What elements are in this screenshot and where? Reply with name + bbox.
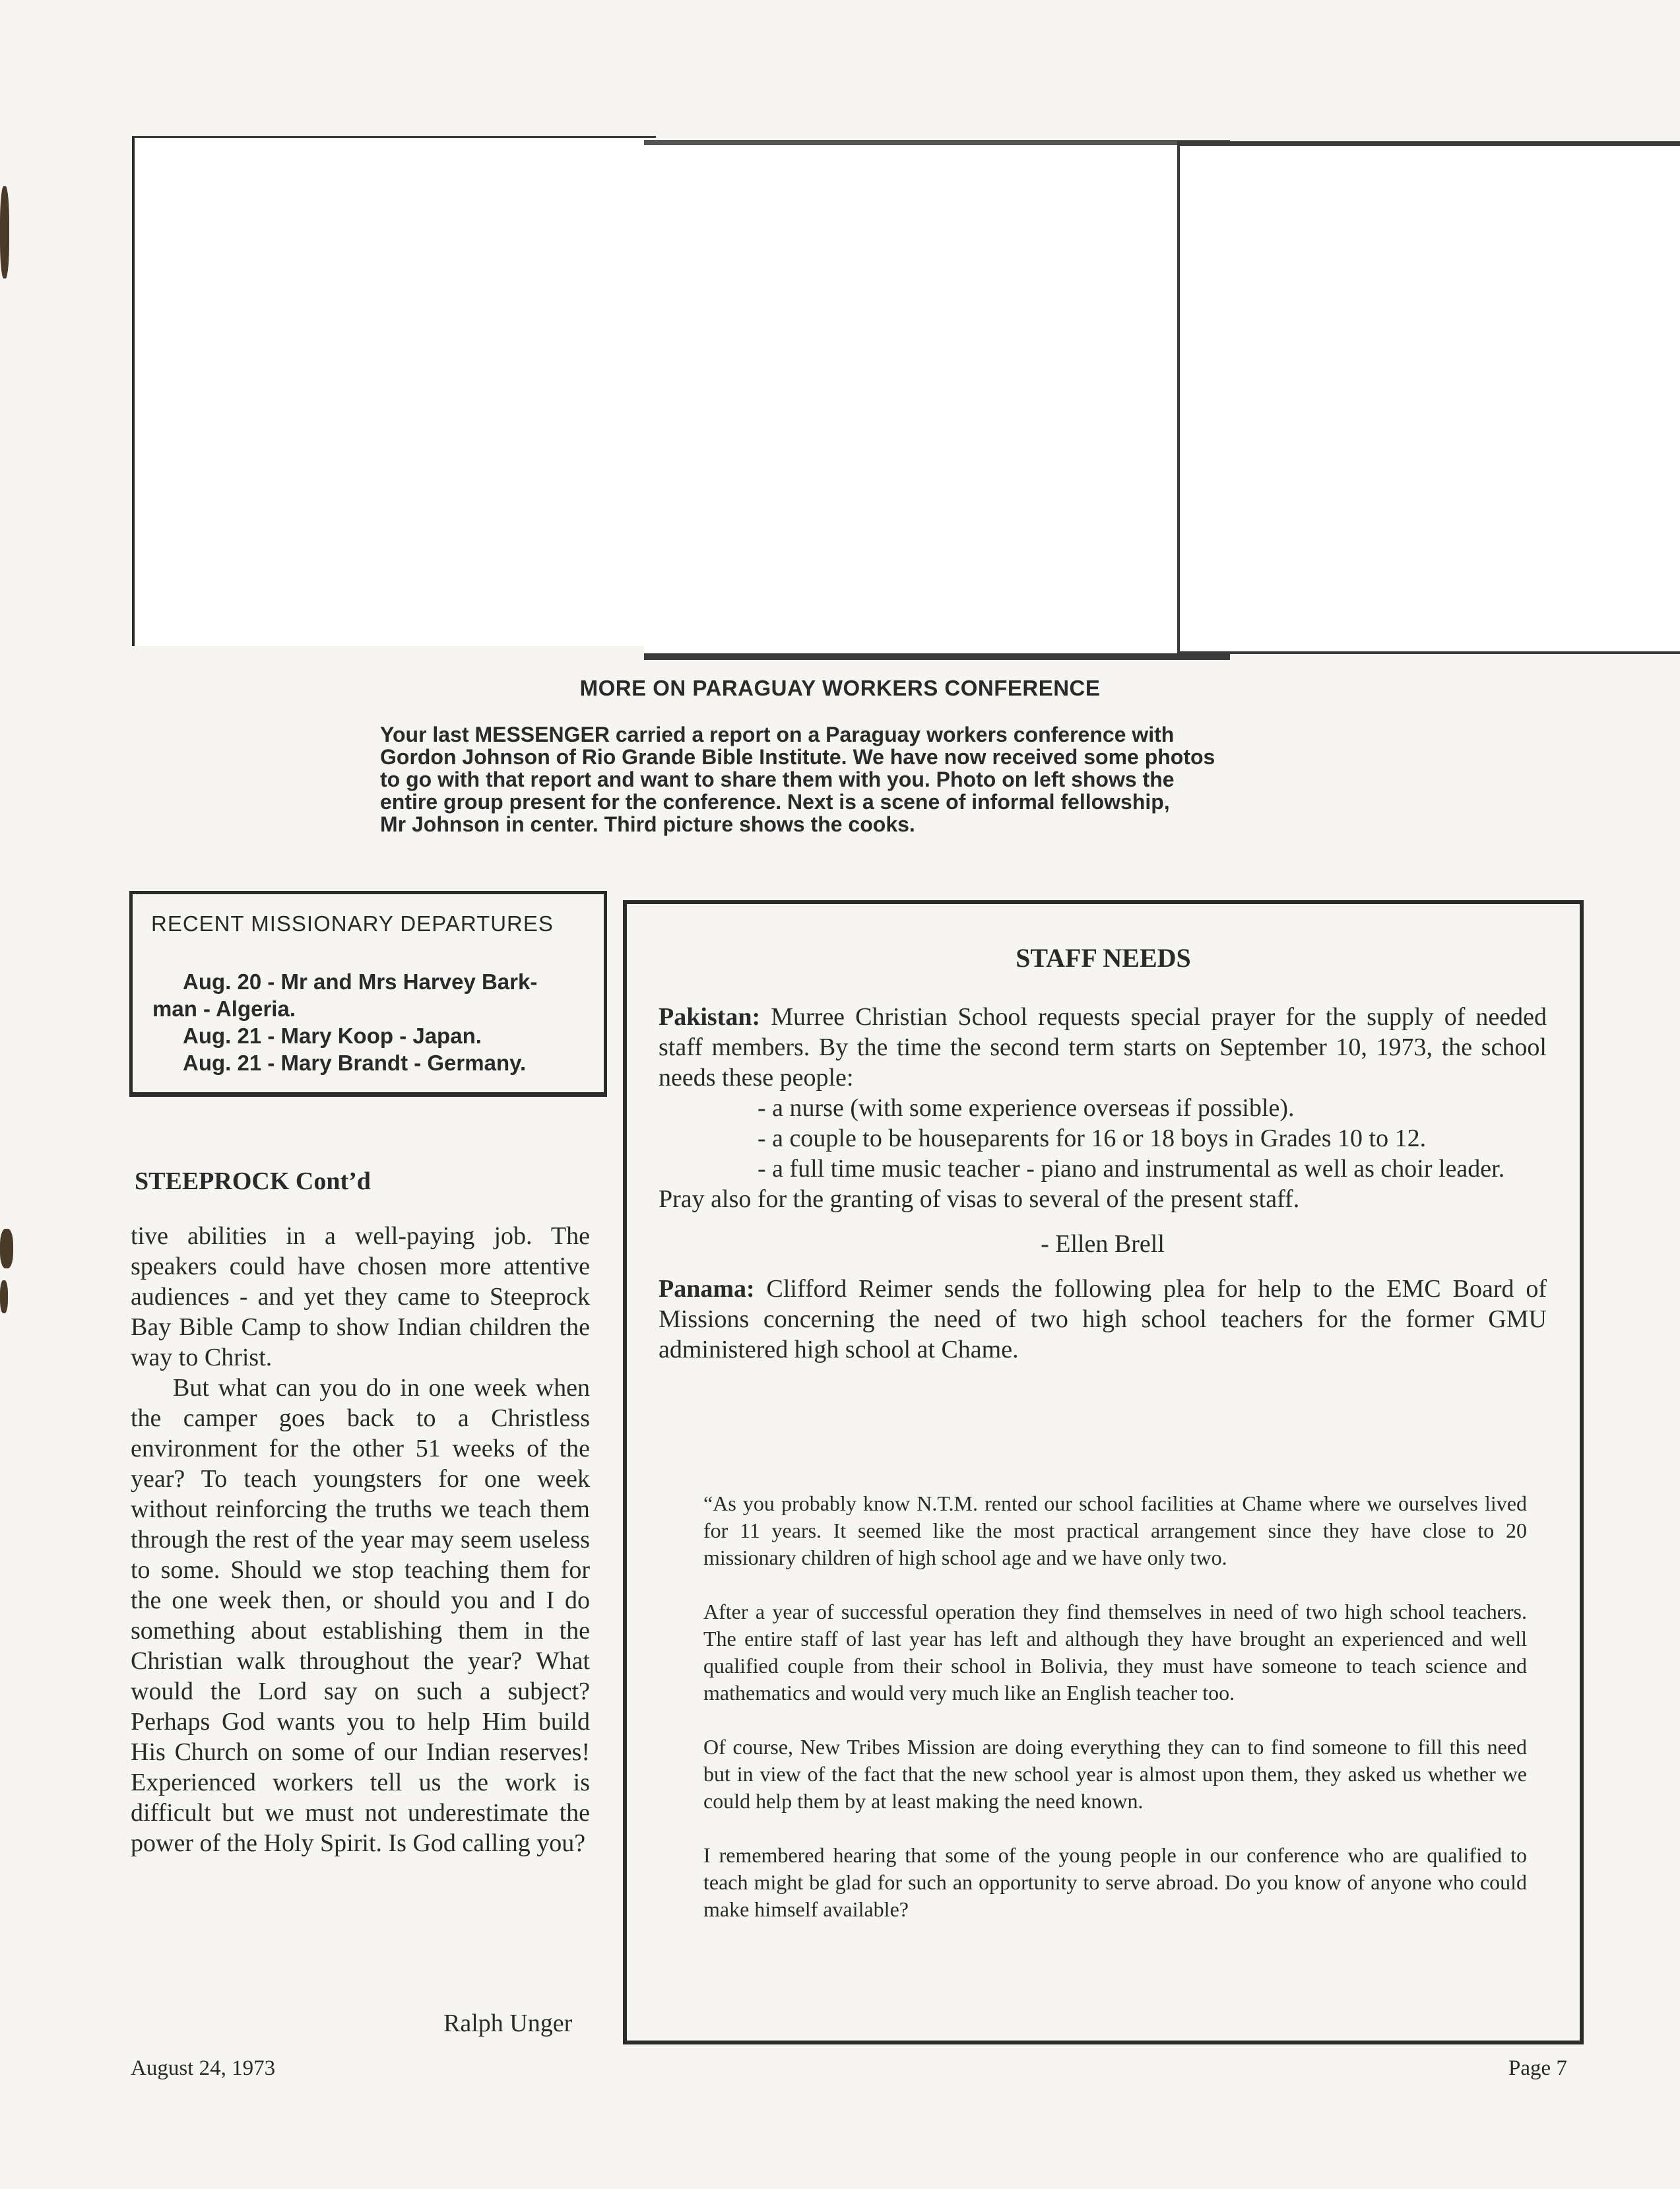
- steeprock-title: STEEPROCK Cont’d: [135, 1167, 371, 1195]
- scan-mark: [0, 1229, 13, 1268]
- panama-text: Clifford Reimer sends the following plea for help to the EMC Board of Missions concerning the need of two high school teachers for the former GMU administered high school at Chame.: [659, 1275, 1547, 1363]
- scan-mark: [0, 1280, 8, 1313]
- caption-line: Mr Johnson in center. Third picture shows the cooks.: [380, 812, 915, 836]
- staff-needs-box: [623, 900, 1584, 2044]
- staff-needs-text: [659, 1002, 1547, 1365]
- departures-title: RECENT MISSIONARY DEPARTURES: [151, 911, 554, 936]
- quote-paragraph: After a year of successful operation they find themselves in need of two high school teachers. The entire staff of last year has left and although they have brought an experienced and well qualified couple from their school in Bolivia, they must have someone to teach science and mathematics and would very much like an English teacher too.: [703, 1600, 1527, 1705]
- departure-line: Aug. 20 - Mr and Mrs Harvey Bark-: [183, 969, 538, 994]
- pakistan-label: Pakistan:: [659, 1003, 761, 1031]
- panama-label: Panama:: [659, 1275, 755, 1303]
- footer-date: August 24, 1973: [131, 2056, 276, 2080]
- reimer-quote: [703, 1490, 1527, 1950]
- cooks-photo: [1177, 141, 1680, 654]
- panama-paragraph: [659, 1274, 1547, 1365]
- quote-paragraph: I remembered hearing that some of the young people in our conference who are qualified to teach might be glad for such an opportunity to serve abroad. Do you know of anyone who could make himself available?: [703, 1843, 1527, 1921]
- quote-paragraph: “As you probably know N.T.M. rented our school facilities at Chame where we ourselves lived for 11 years. It seemed like the most practical arrangement since they have close to 20 missionary children of high school age and we have only two.: [703, 1491, 1527, 1569]
- steeprock-signature: Ralph Unger: [443, 2009, 573, 2037]
- departures-list: [152, 968, 595, 1076]
- steeprock-body: [131, 1221, 590, 1858]
- photo-caption-title: MORE ON PARAGUAY WORKERS CONFERENCE: [579, 676, 1101, 700]
- steeprock-paragraph: tive abilities in a well-paying job. The speakers could have chosen more attentive audiences - and yet they came to Steeprock Bay Bible Camp to show Indian children the way to Christ.: [131, 1222, 590, 1371]
- page-number: Page 7: [1508, 2056, 1567, 2080]
- departure-line: Aug. 21 - Mary Koop - Japan.: [183, 1024, 482, 1048]
- caption-line: entire group present for the conference. Next is a scene of informal fellowship,: [380, 790, 1170, 814]
- fellowship-photo: [644, 140, 1230, 660]
- caption-line: Gordon Johnson of Rio Grande Bible Institute. We have now received some photos: [380, 745, 1215, 769]
- pakistan-paragraph: [659, 1002, 1547, 1093]
- needs-list: [659, 1093, 1547, 1184]
- visas-line: Pray also for the granting of visas to several of the present staff.: [659, 1185, 1300, 1213]
- quote-paragraph: Of course, New Tribes Mission are doing everything they can to find someone to fill this need but in view of the fact that the new school year is almost upon them, they asked us whether we could help them by at least making the need known.: [703, 1735, 1527, 1813]
- caption-line: to go with that report and want to share them with you. Photo on left shows the: [380, 768, 1175, 791]
- scan-mark: [0, 186, 9, 278]
- photo-caption-body: [380, 723, 1334, 835]
- need-item: - a full time music teacher - piano and instrumental as well as choir leader.: [758, 1155, 1505, 1183]
- departures-box: [129, 891, 607, 1097]
- need-item: - a couple to be houseparents for 16 or 18 boys in Grades 10 to 12.: [758, 1125, 1427, 1152]
- departure-line: Aug. 21 - Mary Brandt - Germany.: [183, 1051, 527, 1075]
- photo-strip: [132, 135, 1548, 647]
- departure-line: man - Algeria.: [152, 996, 296, 1021]
- pakistan-text: Murree Christian School requests special prayer for the supply of needed staff members. By the time the second term starts on September 10, 1973, the school needs these people:: [659, 1003, 1547, 1092]
- ellen-brell-signature: - Ellen Brell: [1041, 1230, 1165, 1258]
- caption-line: Your last MESSENGER carried a report on a Paraguay workers conference with: [380, 723, 1175, 746]
- conference-group-photo: [132, 136, 656, 646]
- need-item: - a nurse (with some experience overseas if possible).: [758, 1094, 1295, 1122]
- steeprock-paragraph: But what can you do in one week when the camper goes back to a Christless environment for the other 51 weeks of the year? To teach youngsters for one week without reinforcing the truths we teach them through the rest of the year may seem useless to some. Should we stop teaching them for the one week then, or should you and I do something about establishing them in the Christian walk throughout the year? What would the Lord say on such a subject? Perhaps God wants you to help Him build His Church on some of our Indian reserves! Experienced workers tell us the work is difficult but we must not underestimate the power of the Holy Spirit. Is God calling you?: [131, 1374, 590, 1857]
- staff-needs-title: STAFF NEEDS: [1016, 943, 1191, 973]
